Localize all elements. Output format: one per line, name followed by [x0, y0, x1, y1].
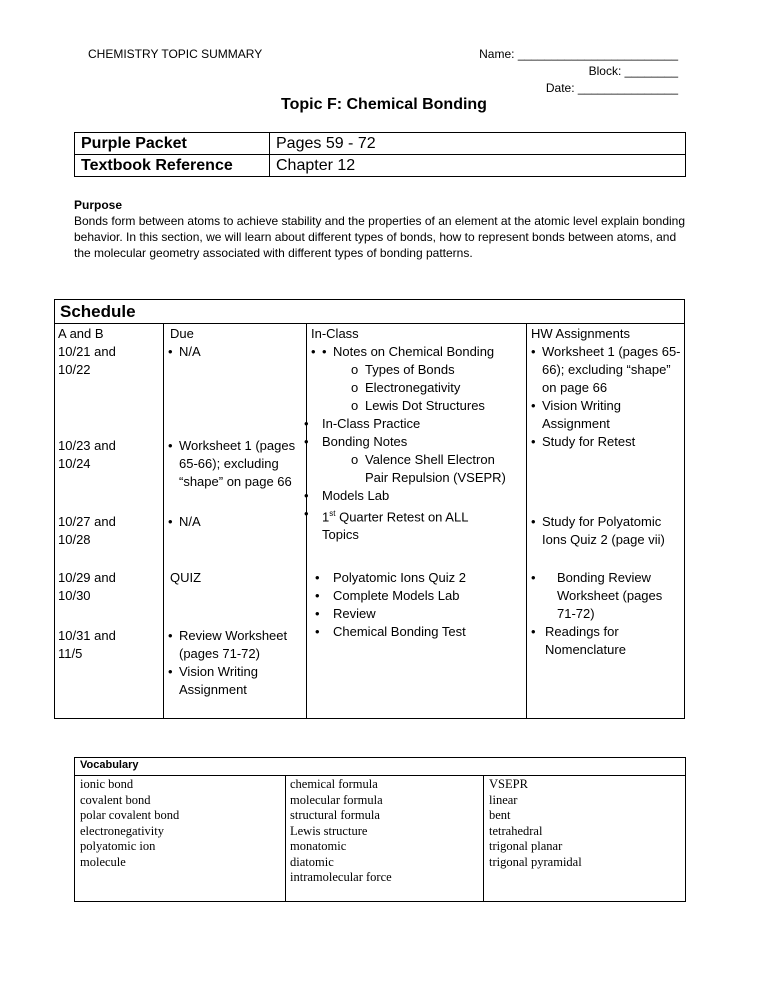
vocab-term: molecule [80, 854, 126, 869]
inclass-subitem: o Valence Shell Electron [365, 451, 524, 469]
vocabulary-column [80, 777, 179, 870]
inclass-item: • Models Lab [302, 487, 524, 505]
schedule-divider [55, 323, 684, 324]
reference-value: Pages 59 - 72 [270, 133, 686, 155]
vocab-term: trigonal planar [489, 839, 563, 853]
vocab-term: covalent bond [80, 792, 151, 807]
schedule-inclass [313, 569, 523, 641]
inclass-item: • Chemical Bonding Test [313, 623, 523, 641]
inclass-item-cont: Topics [322, 527, 359, 543]
vocabulary-col-divider [285, 776, 286, 901]
due-item: • N/A [166, 343, 301, 361]
schedule-due [166, 437, 301, 491]
inclass-subitem: o Types of Bonds [365, 361, 524, 379]
inclass-item: • Bonding Notes [302, 433, 524, 451]
header-block-field: Block: ________ [588, 64, 678, 78]
vocabulary-title: Vocabulary [80, 759, 139, 771]
hw-item: • Bonding Review Worksheet (pages 71-72) [529, 569, 679, 623]
inclass-item: • • Notes on Chemical Bonding [309, 343, 524, 361]
reference-value: Chapter 12 [270, 155, 686, 177]
schedule-due [170, 569, 201, 587]
vocab-term: monatomic [290, 839, 347, 853]
hw-item: • Readings for Nomenclature [529, 623, 679, 659]
header-name-field: Name: ________________________ [479, 47, 678, 61]
vocabulary-box [74, 757, 686, 902]
due-item: QUIZ [170, 570, 202, 585]
vocab-term: electronegativity [80, 823, 164, 838]
inclass-subitem-cont: Pair Repulsion (VSEPR) [365, 470, 506, 485]
reference-row [75, 133, 686, 155]
header-date-field: Date: _______________ [545, 81, 678, 95]
vocab-term: chemical formula [290, 777, 378, 791]
reference-table [74, 132, 686, 177]
vocab-term: polar covalent bond [80, 808, 180, 822]
vocab-term: tetrahedral [489, 823, 543, 838]
hw-item: • Study for Retest [529, 433, 685, 451]
vocabulary-column [290, 777, 392, 886]
vocab-term: structural formula [290, 808, 380, 822]
vocabulary-divider [75, 775, 685, 776]
inclass-item: • In-Class Practice [302, 415, 524, 433]
vocab-term: molecular formula [290, 792, 383, 807]
schedule-dates: 10/29 and 10/30 [58, 570, 116, 603]
schedule-due [166, 513, 301, 531]
col-header-hw: HW Assignments [531, 326, 630, 341]
reference-label: Purple Packet [75, 133, 270, 155]
inclass-item: • Review [313, 605, 523, 623]
schedule-col-divider [526, 324, 527, 718]
hw-item: • Study for Polyatomic Ions Quiz 2 (page vii) [529, 513, 685, 549]
reference-row [75, 155, 686, 177]
schedule-col-divider [163, 324, 164, 718]
purpose-heading: Purpose [74, 198, 123, 212]
schedule-hw [529, 513, 685, 549]
schedule-title: Schedule [60, 302, 136, 321]
vocab-term: trigonal pyramidal [489, 854, 582, 869]
due-item: • N/A [166, 513, 301, 531]
page-title: Topic F: Chemical Bonding [281, 96, 487, 113]
schedule-due [166, 343, 301, 361]
due-item: • Vision Writing Assignment [166, 663, 294, 699]
vocab-term: Lewis structure [290, 823, 368, 838]
inclass-item: • Complete Models Lab [313, 587, 523, 605]
vocab-term: intramolecular force [290, 870, 392, 884]
col-header-dates: A and B [58, 326, 104, 341]
vocab-term: ionic bond [80, 777, 134, 791]
vocab-term: VSEPR [489, 777, 528, 791]
schedule-hw [529, 343, 685, 451]
schedule-due [166, 627, 294, 699]
hw-item: • Worksheet 1 (pages 65-66); excluding “shape” on page 66 [529, 343, 685, 397]
col-header-due: Due [170, 326, 194, 341]
due-item: • Review Worksheet (pages 71-72) [166, 627, 294, 663]
due-item: • Worksheet 1 (pages 65-66); excluding “shape” on page 66 [166, 437, 301, 491]
schedule-hw [529, 569, 679, 659]
hw-item: • Vision Writing Assignment [529, 397, 685, 433]
inclass-item: • Polyatomic Ions Quiz 2 [313, 569, 523, 587]
schedule-dates: 10/27 and 10/28 [58, 514, 116, 547]
vocabulary-col-divider [483, 776, 484, 901]
schedule-table [54, 299, 685, 719]
inclass-subitem: o Electronegativity [365, 379, 524, 397]
inclass-subitem: o Lewis Dot Structures [365, 397, 524, 415]
schedule-dates: 10/31 and 11/5 [58, 628, 116, 661]
schedule-dates: 10/23 and 10/24 [58, 438, 116, 471]
vocab-term: diatomic [290, 854, 334, 869]
reference-label: Textbook Reference [75, 155, 270, 177]
vocabulary-column [489, 777, 582, 870]
vocab-term: linear [489, 792, 518, 807]
header-course: CHEMISTRY TOPIC SUMMARY [88, 47, 263, 61]
schedule-dates: 10/21 and 10/22 [58, 344, 116, 377]
vocab-term: bent [489, 808, 511, 822]
schedule-inclass [309, 343, 524, 544]
purpose-text: Bonds form between atoms to achieve stability and the properties of an element at the atomic level explain bonding behavior. In this section, we will learn about different types of bonds, how to represent bonds between atoms, and the molecular geometry associated with different types of bonding patterns. [74, 214, 686, 260]
purpose-section [74, 197, 694, 261]
vocab-term: polyatomic ion [80, 839, 156, 853]
col-header-inclass: In-Class [311, 326, 359, 341]
inclass-item: • 1st Quarter Retest on ALL [302, 505, 524, 526]
